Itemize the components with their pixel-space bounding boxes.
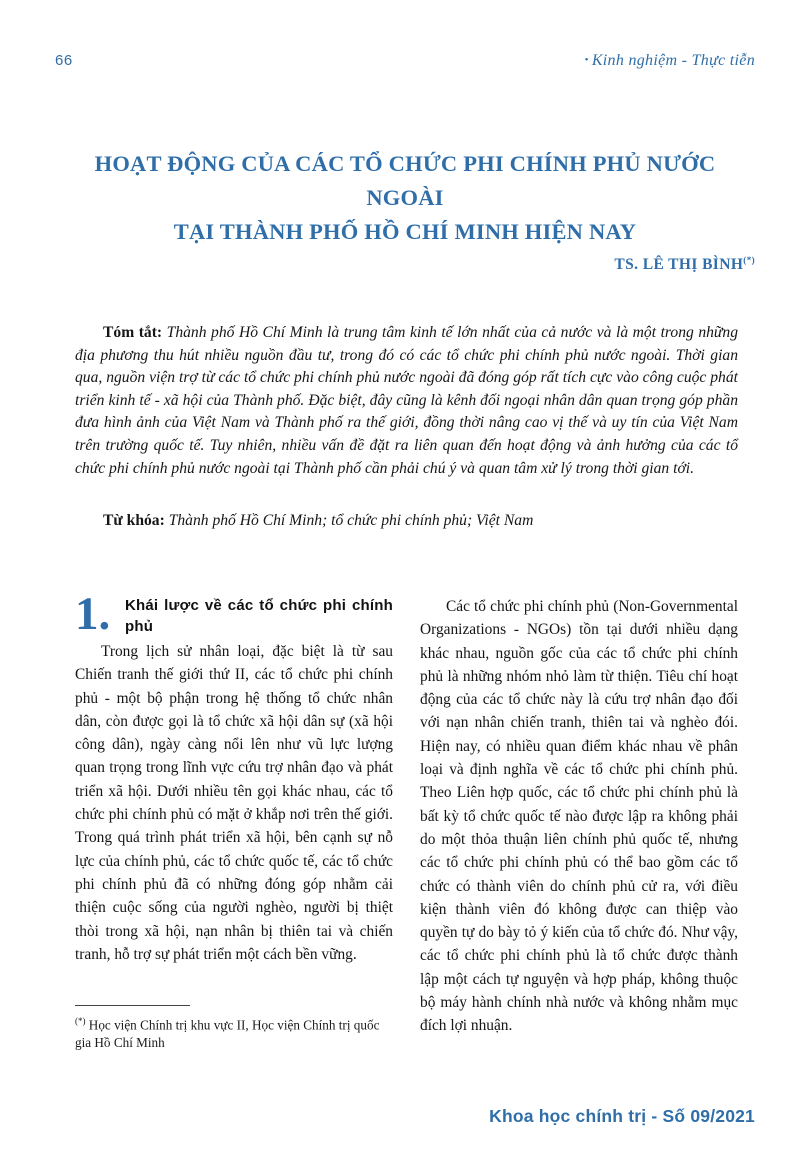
header-section-text: Kinh nghiệm - Thực tiễn (591, 52, 755, 69)
keywords-block (75, 510, 738, 533)
author-name: TS. LÊ THỊ BÌNH (614, 256, 744, 274)
paragraph-left-1: Trong lịch sử nhân loại, đặc biệt là từ sau Chiến tranh thế giới thứ II, các tổ chức phi chính phủ - một bộ phận trong hệ thống tổ chức nhân dân, còn được gọi là tổ chức xã hội dân sự (xã hội công dân), ngày càng nổi lên như vũ lực lượng quan trọng trong lĩnh vực cứu trợ nhân đạo và phát triển xã hội. Dưới nhiều tên gọi khác nhau, các tổ chức phi chính phủ có mặt ở khắp nơi trên thế giới. Trong quá trình phát triển xã hội, bên cạnh sự nỗ lực của chính phủ, các tổ chức quốc tế, các tổ chức phi chính phủ đã có những đóng góp nhằm cải thiện cuộc sống của người nghèo, người bị thiệt thòi trong xã hội, nạn nhân bị thiên tai và chiến tranh, hỗ trợ sự phát triển một cách bền vững. (75, 643, 393, 963)
author-note-marker: (*) (743, 255, 755, 265)
abstract-label: Tóm tắt: (103, 324, 163, 341)
keywords-text: Thành phố Hồ Chí Minh; tổ chức phi chính phủ; Việt Nam (164, 512, 534, 529)
section-heading (75, 588, 393, 640)
footnote-block (75, 1012, 393, 1052)
page-title (55, 147, 755, 249)
abstract-text: Thành phố Hồ Chí Minh là trung tâm kinh tế lớn nhất của cả nước và là một trong những địa phương thu hút nhiều nguồn đầu tư, trong đó có các tổ chức phi chính phủ nước ngoài. Thời gian qua, nguồn viện trợ từ các tổ chức phi chính phủ nước ngoài đã đóng góp rất tích cực vào công cuộc phát triển kinh tế - xã hội của Thành phố. Đặc biệt, đây cũng là kênh đối ngoại nhân dân quan trọng góp phần đưa hình ảnh của Việt Nam và Thành phố ra thế giới, đồng thời nâng cao vị thế và uy tín của Việt Nam trên trường quốc tế. Tuy nhiên, nhiều vấn đề đặt ra liên quan đến hoạt động và ảnh hưởng của các tổ chức phi chính phủ nước ngoài tại Thành phố cần phải chú ý và quan tâm xử lý trong thời gian tới. (75, 324, 739, 477)
page-header (55, 52, 755, 70)
bullet-icon: • (584, 54, 589, 66)
body-column-left (75, 588, 393, 966)
title-line-1: HOẠT ĐỘNG CỦA CÁC TỔ CHỨC PHI CHÍNH PHỦ NƯỚC NGOÀI (94, 151, 716, 211)
body-column-right (420, 595, 738, 1038)
footnote-text: Học viện Chính trị khu vực II, Học viện Chính trị quốc gia Hồ Chí Minh (75, 1017, 380, 1051)
page-footer: Khoa học chính trị - Số 09/2021 (489, 1106, 755, 1126)
header-section-label (585, 52, 755, 70)
title-line-2: TẠI THÀNH PHỐ HỒ CHÍ MINH HIỆN NAY (173, 219, 637, 245)
page-number: 66 (55, 52, 73, 69)
abstract-block (75, 322, 738, 480)
author-byline (55, 255, 755, 274)
keywords-label: Từ khóa: (103, 512, 165, 529)
paragraph-right-1: Các tổ chức phi chính phủ (Non-Governmental Organizations - NGOs) tồn tại dưới nhiều dạng khác nhau, nguồn gốc của các tổ chức phi chính phủ là những nhóm nhỏ làm từ thiện. Tiêu chí hoạt động của các tổ chức này là cứu trợ nhân đạo đối với nạn nhân chiến tranh, thiên tai và nghèo đói. Hiện nay, có nhiều quan điểm khác nhau về phân loại và định nghĩa về các tổ chức phi chính phủ. Theo Liên hợp quốc, các tổ chức phi chính phủ là bất kỳ tổ chức quốc tế nào được lập ra không phải do một thỏa thuận liên chính phủ quốc tế, nhưng các tổ chức phi chính phủ có thể bao gồm các tổ chức có thành viên do chính phủ cử ra, với điều kiện thành viên đó không được can thiệp vào quyền tự do bày tỏ ý kiến của tổ chức đó. Như vậy, các tổ chức phi chính phủ là tổ chức được thành lập một cách tự nguyện và hợp pháp, không thuộc bộ máy hành chính nhà nước và không nhằm mục đích lợi nhuận. (420, 598, 738, 1035)
footnote-marker: (*) (75, 1016, 86, 1026)
footnote-divider (75, 1005, 190, 1006)
section-number: 1. (75, 588, 111, 640)
section-title: Khái lược về các tổ chức phi chính phủ (125, 597, 393, 635)
header-divider (55, 80, 755, 81)
